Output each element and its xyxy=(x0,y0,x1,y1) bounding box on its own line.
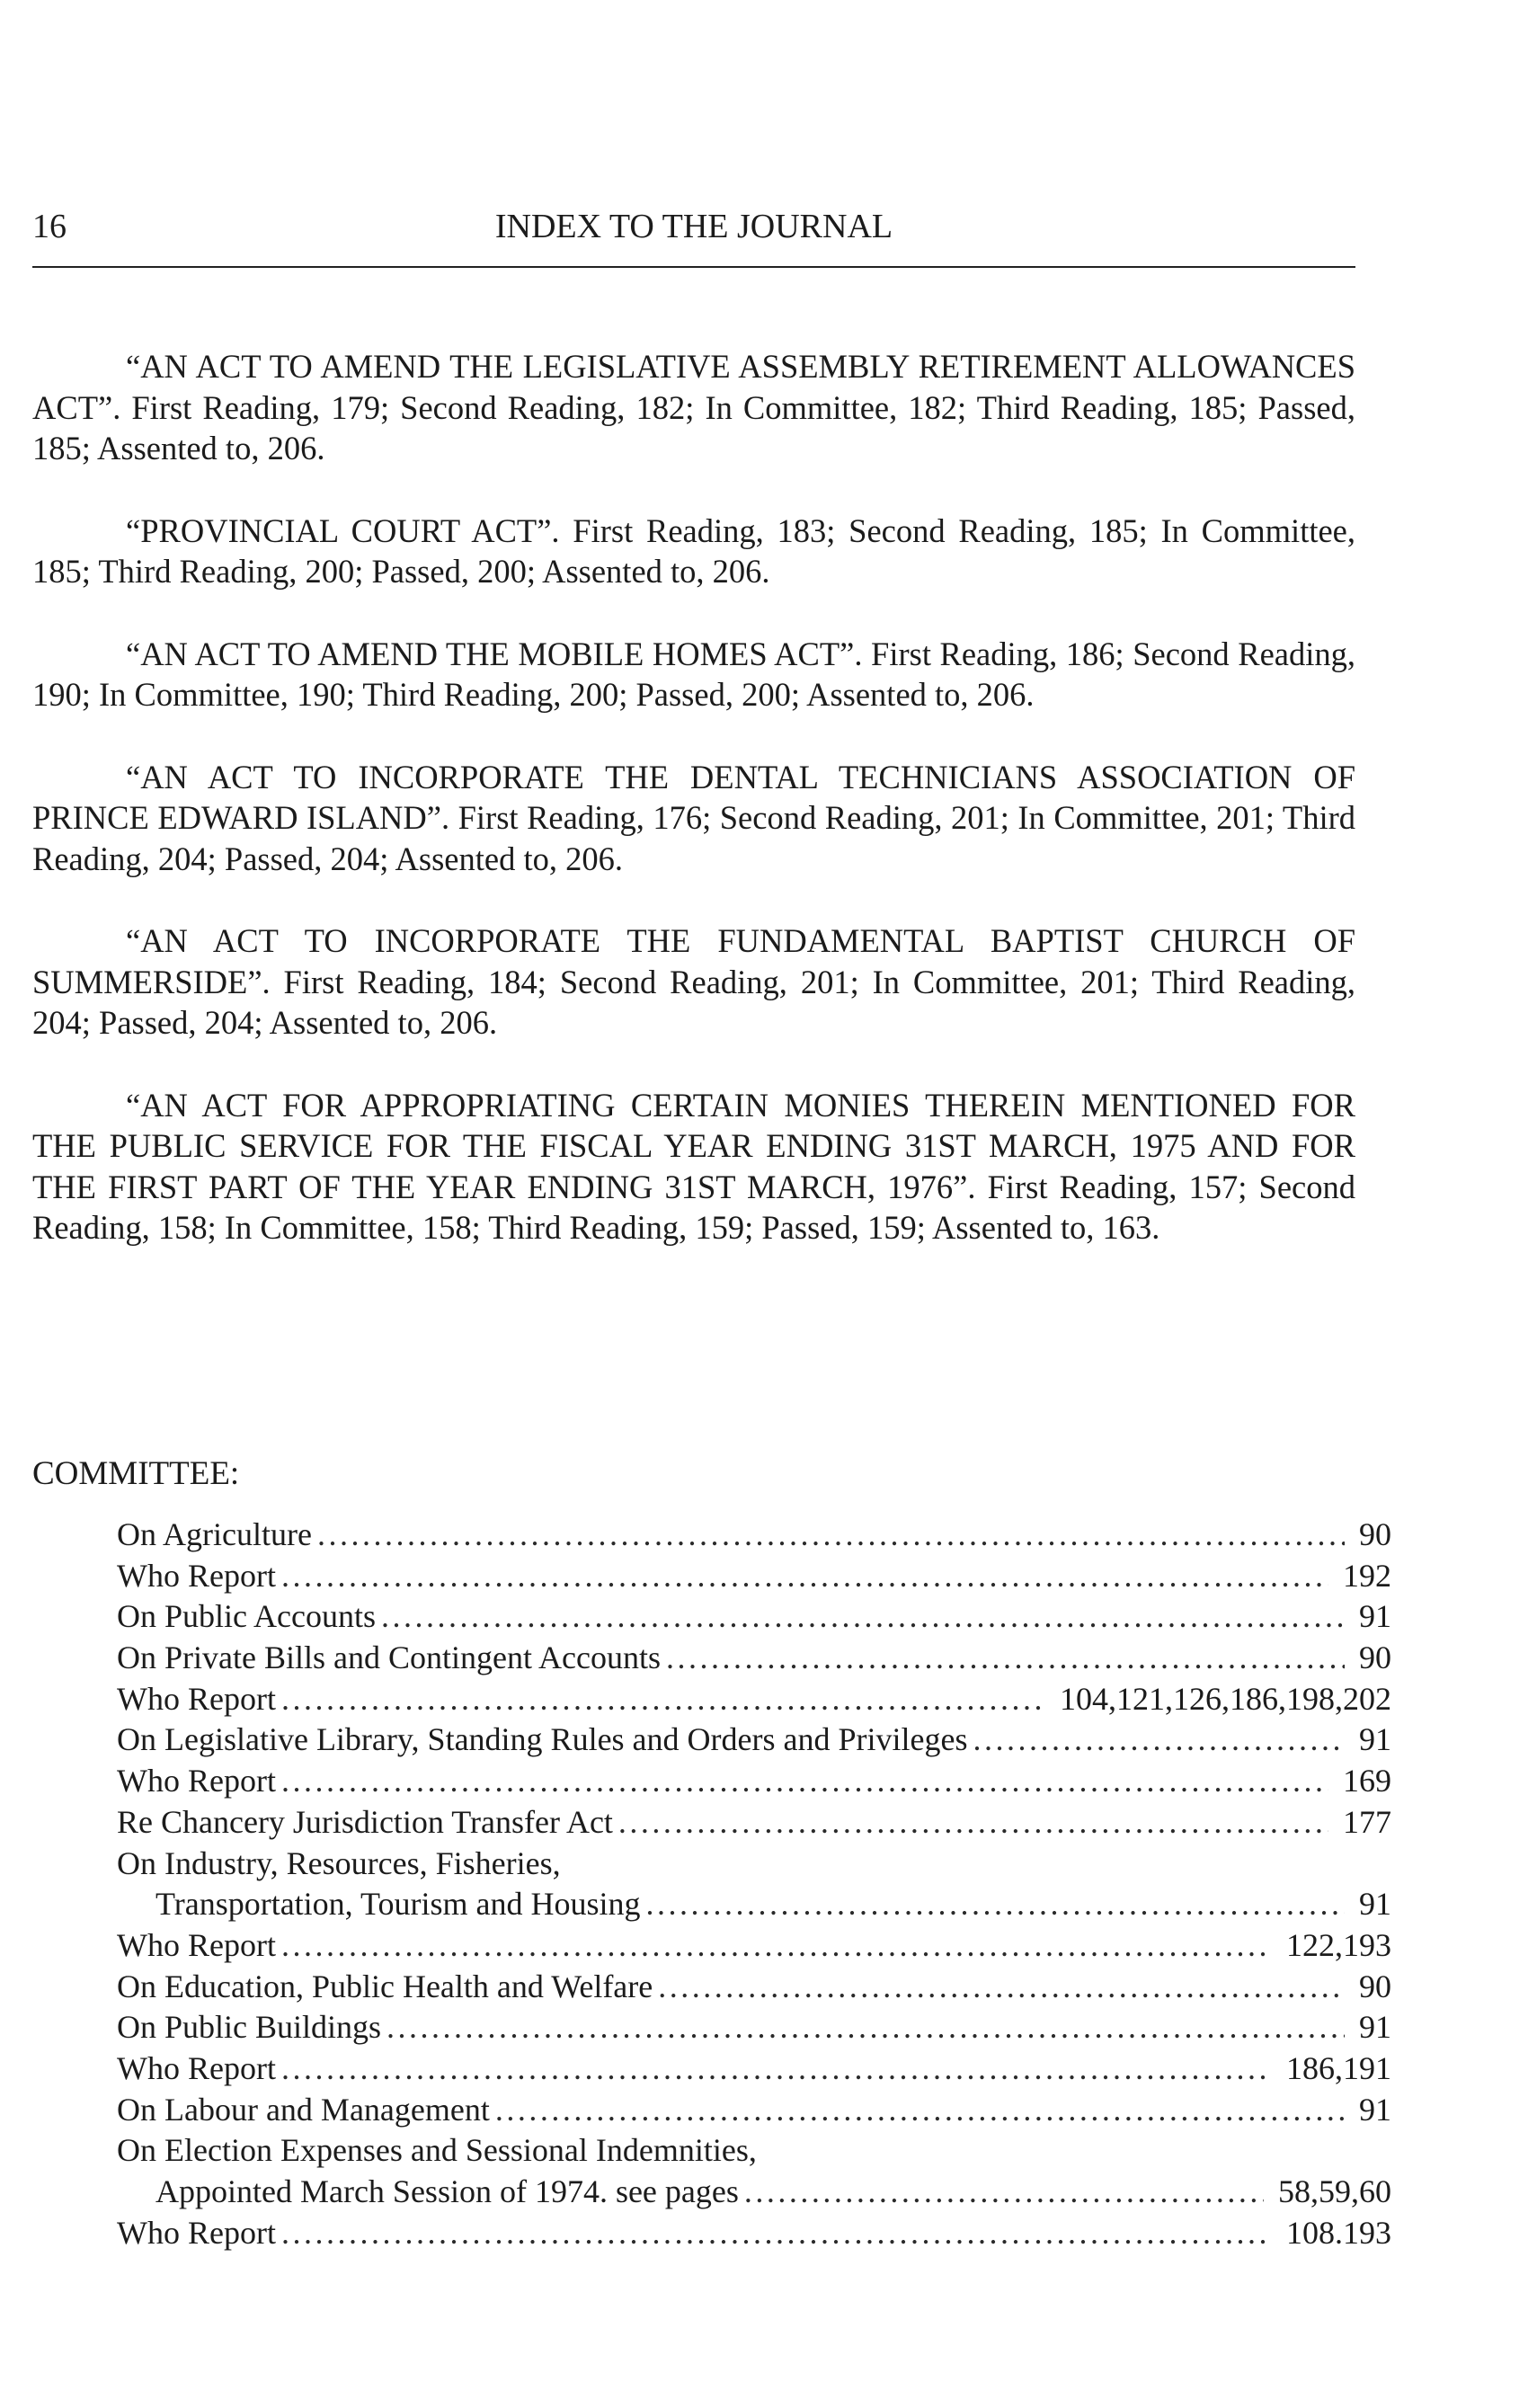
index-row-pages: 177 xyxy=(1343,1803,1391,1840)
index-row-label: Who Report xyxy=(117,1926,276,1963)
dot-leader xyxy=(281,2213,1272,2254)
dot-leader xyxy=(281,1679,1045,1720)
dot-leader xyxy=(281,1925,1272,1967)
dot-leader xyxy=(618,1802,1328,1844)
running-title: INDEX TO THE JOURNAL xyxy=(494,208,893,245)
index-row xyxy=(117,1596,1391,1638)
index-row xyxy=(117,1638,1391,1679)
index-row-pages: 91 xyxy=(1359,1598,1391,1635)
dot-leader xyxy=(495,2090,1345,2131)
index-row-label: On Election Expenses and Sessional Indemnities, xyxy=(117,2132,757,2169)
index-row xyxy=(117,1802,1391,1844)
index-row-label: Appointed March Session of 1974. see pages xyxy=(155,2173,739,2209)
index-row-pages: 58,59,60 xyxy=(1278,2173,1391,2209)
act-entry: “PROVINCIAL COURT ACT”. First Reading, 183; Second Reading, 185; In Committee, 185; Third Reading, 200; Passed, 200; Assented to, 206. xyxy=(32,511,1355,590)
index-row-pages: 186,191 xyxy=(1286,2049,1391,2086)
dot-leader xyxy=(658,1967,1345,2008)
index-row xyxy=(117,1884,1391,1925)
header-rule xyxy=(32,266,1355,268)
index-row xyxy=(117,2007,1391,2048)
index-row-pages: 122,193 xyxy=(1286,1926,1391,1963)
dot-leader xyxy=(973,1719,1345,1761)
index-row-pages: 169 xyxy=(1343,1763,1391,1799)
index-row-label: Who Report xyxy=(117,1763,276,1799)
committee-heading: COMMITTEE: xyxy=(32,1455,240,1492)
index-row xyxy=(117,2172,1391,2213)
index-row-label: On Public Accounts xyxy=(117,1598,376,1635)
committee-index xyxy=(117,1515,1391,2253)
index-row-label: Who Report xyxy=(117,1680,276,1717)
act-entry: “AN ACT TO AMEND THE LEGISLATIVE ASSEMBLY RETIREMENT ALLOWANCES ACT”. First Reading, 179; Second Reading, 182; In Committee, 182; Third Reading, 185; Passed, 185; Assented to, 206. xyxy=(32,348,1355,466)
index-row xyxy=(117,1967,1391,2008)
act-entry: “AN ACT TO INCORPORATE THE DENTAL TECHNICIANS ASSOCIATION OF PRINCE EDWARD ISLAND”. First Reading, 176; Second Reading, 201; In Committee, 201; Third Reading, 204; Passed, 204; Assented to, 206. xyxy=(32,758,1355,877)
dot-leader xyxy=(317,1515,1345,1556)
act-entry: “AN ACT FOR APPROPRIATING CERTAIN MONIES THEREIN MENTIONED FOR THE PUBLIC SERVICE FOR THE FISCAL YEAR ENDING 31ST MARCH, 1975 AND FOR THE FIRST PART OF THE YEAR ENDING 31ST MARCH, 1976”. First Reading, 157; Second Reading, 158; In Committee, 158; Third Reading, 159; Passed, 159; Assented to, 163. xyxy=(32,1086,1355,1246)
index-row xyxy=(117,1515,1391,1556)
index-row-label: Who Report xyxy=(117,1557,276,1594)
index-row-label: On Labour and Management xyxy=(117,2091,490,2128)
page-header xyxy=(32,200,1355,253)
act-entry: “AN ACT TO AMEND THE MOBILE HOMES ACT”. First Reading, 186; Second Reading, 190; In Committee, 190; Third Reading, 200; Passed, 200; Assented to, 206. xyxy=(32,635,1355,713)
act-entry: “AN ACT TO INCORPORATE THE FUNDAMENTAL BAPTIST CHURCH OF SUMMERSIDE”. First Reading, 184; Second Reading, 201; In Committee, 201; Third Reading, 204; Passed, 204; Assented to, 206. xyxy=(32,922,1355,1041)
index-row-pages: 192 xyxy=(1343,1557,1391,1594)
dot-leader xyxy=(281,1556,1328,1597)
index-row-label: On Agriculture xyxy=(117,1516,312,1552)
index-row xyxy=(117,2213,1391,2254)
dot-leader xyxy=(646,1884,1346,1925)
index-row-pages: 104,121,126,186,198,202 xyxy=(1060,1680,1391,1717)
index-row xyxy=(117,1761,1391,1802)
index-row-label: Transportation, Tourism and Housing xyxy=(155,1886,641,1923)
index-row xyxy=(117,2090,1391,2131)
index-row xyxy=(117,2048,1391,2090)
dot-leader xyxy=(744,2172,1264,2213)
dot-leader xyxy=(281,1761,1328,1802)
index-row-label: On Private Bills and Contingent Accounts xyxy=(117,1639,661,1676)
dot-leader xyxy=(281,2048,1272,2090)
index-row-label: On Industry, Resources, Fisheries, xyxy=(117,1844,561,1881)
index-row-label: Who Report xyxy=(117,2049,276,2086)
index-row xyxy=(117,1925,1391,1967)
dot-leader xyxy=(666,1638,1345,1679)
index-row-pages: 91 xyxy=(1359,1721,1391,1758)
index-row-pages: 90 xyxy=(1359,1516,1391,1552)
index-row-pages: 91 xyxy=(1359,2009,1391,2046)
act-entries xyxy=(32,346,1355,1290)
index-row-pages: 90 xyxy=(1359,1639,1391,1676)
index-row-pages: 91 xyxy=(1359,2091,1391,2128)
index-row-label: Who Report xyxy=(117,2214,276,2251)
index-row xyxy=(117,1719,1391,1761)
index-row-pages: 108.193 xyxy=(1286,2214,1391,2251)
index-row-label: On Legislative Library, Standing Rules and Orders and Privileges xyxy=(117,1721,968,1758)
index-row-label: On Public Buildings xyxy=(117,2009,382,2046)
index-row-label: Re Chancery Jurisdiction Transfer Act xyxy=(117,1803,613,1840)
index-row-pages: 91 xyxy=(1359,1886,1391,1923)
index-row-pages: 90 xyxy=(1359,1968,1391,2004)
index-row-label: On Education, Public Health and Welfare xyxy=(117,1968,653,2004)
index-row-heading xyxy=(117,1844,1391,1885)
index-row xyxy=(117,1679,1391,1720)
page-number: 16 xyxy=(32,208,67,245)
index-row xyxy=(117,1556,1391,1597)
dot-leader xyxy=(386,2007,1345,2048)
index-row-heading xyxy=(117,2130,1391,2172)
dot-leader xyxy=(381,1596,1345,1638)
